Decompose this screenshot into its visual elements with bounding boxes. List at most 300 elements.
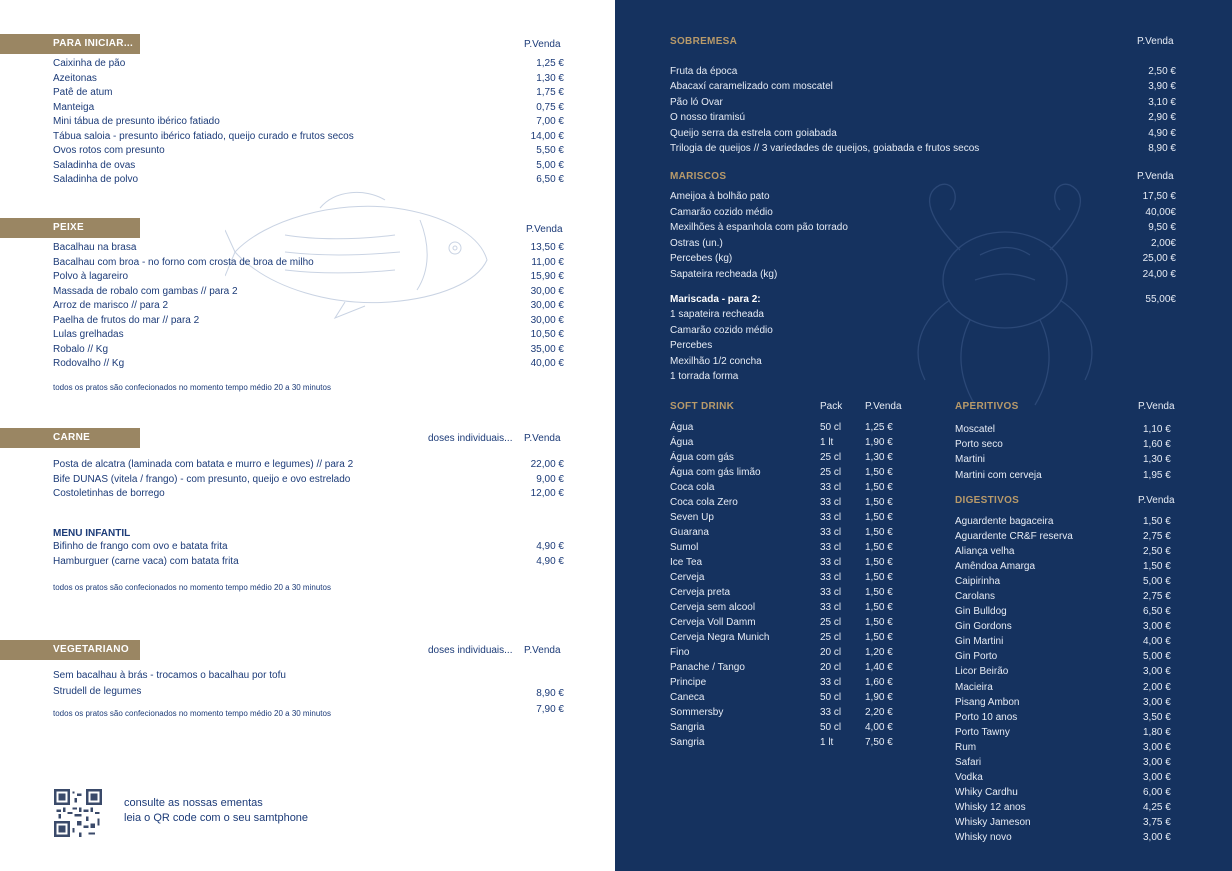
- menu-item-price: 3,00 €: [1143, 741, 1171, 753]
- menu-item-row: [53, 256, 564, 271]
- drink-name: Cerveja Negra Munich: [670, 632, 770, 644]
- drink-price: 1,40 €: [865, 662, 893, 674]
- menu-item-row: [955, 757, 1195, 772]
- drink-pack: 25 cl: [820, 452, 842, 464]
- drink-name: Sommersby: [670, 707, 724, 719]
- menu-item-row: [670, 253, 1176, 269]
- menu-item-price: 22,00 €: [530, 459, 564, 470]
- menu-item-row: [53, 241, 564, 256]
- drink-row: [670, 497, 910, 512]
- menu-item-row: [955, 606, 1195, 621]
- menu-item-row: [955, 772, 1195, 787]
- drink-name: Caneca: [670, 692, 705, 704]
- menu-item-row: [53, 144, 564, 159]
- drink-name: Cerveja Voll Damm: [670, 617, 756, 629]
- menu-item-row: [955, 454, 1195, 469]
- menu-item-name: Whisky Jameson: [955, 816, 1031, 828]
- menu-item-row: [955, 546, 1195, 561]
- menu-item-name: Abacaxí caramelizado com moscatel: [670, 81, 833, 93]
- menu-item-price: 1,30 €: [1143, 454, 1171, 466]
- menu-item-row: [955, 666, 1195, 681]
- drink-pack: 33 cl: [820, 512, 842, 524]
- menu-item-name: Caipirinha: [955, 576, 1001, 588]
- menu-item-name: Whiky Cardhu: [955, 786, 1018, 798]
- drink-row: [670, 722, 910, 737]
- menu-item-price: 24,00 €: [1142, 268, 1176, 280]
- menu-item-row: [955, 787, 1195, 802]
- mariscada-heading: Mariscada - para 2:: [670, 294, 761, 305]
- menu-item-row: [53, 72, 564, 87]
- drink-row: [670, 692, 910, 707]
- menu-item-name: Moscatel: [955, 424, 996, 435]
- menu-item-name: Patê de atum: [53, 87, 113, 98]
- menu-item-name: Aguardente bagaceira: [955, 516, 1054, 527]
- section-title-mariscos: MARISCOS: [670, 171, 727, 182]
- menu-item-price: 2,90 €: [1148, 112, 1176, 124]
- drink-row: [670, 452, 910, 467]
- col-header-doses: doses individuais...: [428, 433, 513, 444]
- prep-time-note: todos os pratos são confecionados no momento tempo médio 20 a 30 minutos: [53, 383, 331, 392]
- drink-row: [670, 632, 910, 647]
- drink-pack: 20 cl: [820, 662, 842, 674]
- drink-price: 1,50 €: [865, 497, 893, 509]
- drink-pack: 25 cl: [820, 617, 842, 629]
- menu-item-name: Queijo serra da estrela com goiabada: [670, 127, 837, 139]
- menu-item-name: Gin Bulldog: [955, 606, 1007, 618]
- menu-item-row: [53, 314, 564, 329]
- menu-item-price: 1,30 €: [536, 72, 564, 84]
- drink-pack: 25 cl: [820, 467, 842, 479]
- menu-item-row: [955, 561, 1195, 576]
- menu-item-name: Licor Beirão: [955, 666, 1009, 678]
- drink-row: [670, 602, 910, 617]
- menu-item-price: 3,50 €: [1143, 711, 1171, 723]
- qr-caption-line2: leia o QR code com o seu samtphone: [124, 812, 309, 824]
- drink-price: 1,50 €: [865, 632, 893, 644]
- menu-item-price: 5,00 €: [1143, 651, 1171, 663]
- menu-item-row: [53, 57, 564, 72]
- menu-item-name: Martini: [955, 454, 986, 466]
- menu-item-name: Saladinha de polvo: [53, 174, 139, 185]
- drink-name: Guarana: [670, 527, 709, 539]
- menu-item-row: [955, 621, 1195, 636]
- drink-name: Água com gás limão: [670, 467, 761, 479]
- drink-name: Principe: [670, 677, 707, 689]
- col-header-price: P.Venda: [1137, 171, 1174, 182]
- drink-price: 7,50 €: [865, 737, 893, 749]
- col-header-price: P.Venda: [1138, 401, 1175, 412]
- menu-item-name: Massada de robalo com gambas // para 2: [53, 285, 238, 297]
- drink-pack: 33 cl: [820, 677, 842, 689]
- menu-item-row: [53, 159, 564, 174]
- menu-item-name: Sem bacalhau à brás - trocamos o bacalhau por tofu: [53, 670, 286, 681]
- drink-pack: 50 cl: [820, 722, 842, 734]
- menu-item-row: [955, 636, 1195, 651]
- menu-item-price: 7,00 €: [536, 116, 564, 127]
- menu-item-price: 3,00 €: [1143, 666, 1171, 678]
- list-item: Camarão cozido médio: [670, 324, 773, 336]
- menu-item-row: [53, 270, 564, 285]
- drink-price: 1,90 €: [865, 437, 893, 449]
- menu-item-price: 25,00 €: [1142, 253, 1176, 264]
- menu-item-name: Vodka: [955, 771, 983, 783]
- menu-item-price: 2,00€: [1150, 237, 1176, 249]
- menu-item-row: [53, 487, 564, 502]
- menu-item-price: 15,90 €: [530, 271, 564, 282]
- col-header-price: P.Venda: [865, 401, 902, 412]
- drink-price: 1,60 €: [865, 677, 893, 689]
- menu-item-row: [955, 742, 1195, 757]
- menu-item-name: Polvo à lagareiro: [53, 271, 129, 282]
- drink-row: [670, 617, 910, 632]
- drink-name: Sumol: [670, 542, 699, 554]
- col-header-price: P.Venda: [524, 39, 561, 50]
- menu-item-row: [670, 191, 1176, 207]
- menu-item-name: Caixinha de pão: [53, 58, 126, 69]
- menu-item-price: 6,00 €: [1143, 786, 1171, 798]
- menu-item-name: Whisky novo: [955, 831, 1012, 843]
- drink-price: 1,50 €: [865, 557, 893, 569]
- menu-item-row: [670, 269, 1176, 285]
- drink-pack: 33 cl: [820, 557, 842, 569]
- menu-item-row: [670, 222, 1176, 238]
- menu-item-row: [53, 285, 564, 300]
- drink-row: [670, 587, 910, 602]
- menu-item-name: Aliança velha: [955, 546, 1015, 558]
- drink-pack: 33 cl: [820, 707, 842, 719]
- list-item: Percebes: [670, 340, 713, 351]
- list-aperitivos: [955, 424, 1195, 485]
- menu-item-price: 40,00 €: [530, 358, 564, 369]
- menu-item-price: 2,50 €: [1143, 546, 1171, 558]
- qr-caption-line1: consulte as nossas ementas: [124, 797, 263, 809]
- drink-price: 2,20 €: [865, 707, 893, 719]
- menu-item-row: [670, 143, 1176, 158]
- menu-item-row: [955, 439, 1195, 454]
- section-badge-vegetariano: VEGETARIANO: [0, 640, 140, 660]
- section-title-soft-drink: SOFT DRINK: [670, 401, 735, 412]
- menu-item-name: Ovos rotos com presunto: [53, 145, 165, 156]
- menu-item-row: [53, 458, 564, 473]
- menu-item-row: [955, 802, 1195, 817]
- drink-price: 1,50 €: [865, 542, 893, 554]
- menu-item-name: Tábua saloia - presunto ibérico fatiado, queijo curado e frutos secos: [53, 130, 354, 142]
- drink-row: [670, 572, 910, 587]
- menu-item-name: Robalo // Kg: [53, 343, 109, 355]
- menu-item-price: 2,75 €: [1143, 531, 1171, 543]
- section-badge-carne: CARNE: [0, 428, 140, 448]
- menu-item-name: Porto seco: [955, 439, 1003, 451]
- menu-item-price: 3,10 €: [1148, 96, 1176, 108]
- drink-name: Sangria: [670, 722, 705, 734]
- drink-name: Ice Tea: [670, 557, 703, 569]
- menu-item-price: 4,90 €: [536, 541, 564, 552]
- menu-item-row: [955, 591, 1195, 606]
- menu-item-row: [53, 86, 564, 101]
- menu-item-price: 2,50 €: [1148, 66, 1176, 77]
- list-item: 1 sapateira recheada: [670, 309, 764, 320]
- drink-price: 1,50 €: [865, 512, 893, 524]
- menu-item-row: [53, 328, 564, 343]
- menu-item-row: [670, 238, 1176, 254]
- list-peixe: [53, 241, 564, 372]
- drink-price: 1,50 €: [865, 617, 893, 629]
- menu-item-row: [53, 173, 564, 188]
- list-digestivos: [955, 516, 1195, 847]
- drink-row: [670, 512, 910, 527]
- menu-item-name: Azeitonas: [53, 72, 97, 84]
- drink-row: [670, 557, 910, 572]
- drink-pack: 33 cl: [820, 602, 842, 614]
- right-page: [615, 0, 1232, 871]
- prep-time-note: todos os pratos são confecionados no momento tempo médio 20 a 30 minutos: [53, 709, 331, 718]
- drink-name: Fino: [670, 647, 690, 659]
- menu-item-name: Mexilhões à espanhola com pão torrado: [670, 222, 848, 233]
- menu-item-price: 30,00 €: [530, 300, 564, 311]
- drink-price: 1,50 €: [865, 587, 893, 599]
- menu-item-row: [53, 101, 564, 116]
- menu-item-name: Bife DUNAS (vitela / frango) - com presunto, queijo e ovo estrelado: [53, 473, 351, 485]
- menu-item-row: [670, 112, 1176, 127]
- drink-price: 1,20 €: [865, 647, 893, 659]
- menu-item-price: 4,25 €: [1143, 801, 1171, 813]
- section-badge-peixe: PEIXE: [0, 218, 140, 238]
- menu-item-name: Whisky 12 anos: [955, 801, 1026, 813]
- menu-item-name: Ostras (un.): [670, 237, 723, 249]
- menu-item-row: [670, 81, 1176, 96]
- mariscada-price: 55,00€: [1145, 294, 1176, 305]
- menu-item-name: Paelha de frutos do mar // para 2: [53, 314, 200, 326]
- drink-pack: 20 cl: [820, 647, 842, 659]
- section-badge-para-iniciar: PARA INICIAR...: [0, 34, 140, 54]
- menu-item-name: Camarão cozido médio: [670, 206, 773, 218]
- drink-pack: 50 cl: [820, 692, 842, 704]
- menu-item-name: Mini tábua de presunto ibérico fatiado: [53, 116, 220, 127]
- menu-item-row: [955, 470, 1195, 485]
- drink-price: 1,30 €: [865, 452, 893, 464]
- drink-name: Seven Up: [670, 512, 714, 524]
- menu-item-price: 5,00 €: [1143, 576, 1171, 588]
- menu-item-name: Trilogia de queijos // 3 variedades de queijos, goiabada e frutos secos: [670, 142, 980, 154]
- menu-item-name: Pisang Ambon: [955, 696, 1020, 708]
- menu-item-row: [955, 817, 1195, 832]
- menu-item-price: 1,50 €: [1143, 516, 1171, 527]
- menu-item-row: [53, 540, 564, 555]
- menu-item-row: [955, 727, 1195, 742]
- drink-price: 1,50 €: [865, 467, 893, 479]
- menu-item-name: Bacalhau com broa - no forno com crosta de broa de milho: [53, 256, 314, 268]
- menu-item-row: [955, 651, 1195, 666]
- menu-item-row: [53, 130, 564, 145]
- menu-item-name: Bacalhau na brasa: [53, 242, 137, 253]
- menu-item-price: 40,00€: [1145, 206, 1176, 218]
- drink-row: [670, 467, 910, 482]
- menu-item-name: Gin Porto: [955, 651, 998, 663]
- drink-row: [670, 677, 910, 692]
- menu-item-price: 3,90 €: [1148, 81, 1176, 93]
- menu-item-name: Amêndoa Amarga: [955, 561, 1036, 573]
- left-page: [0, 0, 615, 871]
- list-carne: [53, 458, 564, 502]
- menu-item-price: 1,95 €: [1143, 469, 1171, 481]
- drink-name: Cerveja sem alcool: [670, 602, 756, 614]
- list-mariscada: [670, 309, 970, 387]
- col-header-price: P.Venda: [526, 224, 563, 235]
- menu-item-name: Safari: [955, 756, 982, 768]
- menu-item-name: Hamburguer (carne vaca) com batata frita: [53, 555, 239, 567]
- menu-item-row: [955, 576, 1195, 591]
- col-header-pack: Pack: [820, 401, 843, 412]
- drink-pack: 33 cl: [820, 587, 842, 599]
- col-header-price: P.Venda: [524, 645, 561, 656]
- menu-item-name: Fruta da época: [670, 66, 738, 77]
- menu-item-name: Rodovalho // Kg: [53, 358, 125, 369]
- list-sobremesa: [670, 66, 1176, 158]
- menu-item-price: 30,00 €: [530, 285, 564, 297]
- menu-item-price: 3,00 €: [1143, 771, 1171, 783]
- menu-item-row: [53, 555, 564, 570]
- menu-item-price: 5,50 €: [536, 145, 564, 156]
- menu-item-price: 10,50 €: [530, 329, 564, 340]
- menu-item-name: Gin Gordons: [955, 621, 1012, 633]
- list-item: 1 torrada forma: [670, 371, 739, 382]
- list-menu-infantil: [53, 540, 564, 569]
- drink-row: [670, 647, 910, 662]
- menu-item-row: [670, 66, 1176, 81]
- menu-item-row: [53, 115, 564, 130]
- menu-item-price: 30,00 €: [530, 314, 564, 326]
- drink-price: 1,50 €: [865, 602, 893, 614]
- list-para-iniciar: [53, 57, 564, 188]
- menu-item-name: Macieira: [955, 681, 993, 693]
- menu-item-row: [670, 128, 1176, 143]
- menu-item-row: [53, 343, 564, 358]
- menu-item-row: [955, 832, 1195, 847]
- menu-item-price: 1,75 €: [536, 87, 564, 98]
- drink-pack: 1 lt: [820, 437, 834, 449]
- drink-price: 1,50 €: [865, 572, 893, 584]
- menu-item-price: 17,50 €: [1142, 191, 1176, 202]
- drink-price: 1,50 €: [865, 527, 893, 539]
- menu-item-price: 1,10 €: [1143, 424, 1171, 435]
- drink-row: [670, 437, 910, 452]
- menu-item-price: 13,50 €: [530, 242, 564, 253]
- menu-item-price: 4,00 €: [1143, 636, 1171, 648]
- menu-item-name: Martini com cerveja: [955, 469, 1042, 481]
- menu-item-price: 9,50 €: [1148, 222, 1176, 233]
- col-header-price: P.Venda: [1138, 495, 1175, 506]
- drink-row: [670, 422, 910, 437]
- drink-name: Cerveja: [670, 572, 705, 584]
- prep-time-note: todos os pratos são confecionados no momento tempo médio 20 a 30 minutos: [53, 583, 331, 592]
- menu-item-row: [955, 531, 1195, 546]
- drink-name: Água: [670, 437, 694, 449]
- menu-infantil-heading: MENU INFANTIL: [53, 528, 131, 539]
- menu-item-row: [670, 97, 1176, 112]
- menu-item-price: 4,90 €: [536, 555, 564, 567]
- menu-item-row: [670, 207, 1176, 223]
- menu-item-price: 4,90 €: [1148, 127, 1176, 139]
- col-header-price: P.Venda: [524, 433, 561, 444]
- menu-item-name: Lulas grelhadas: [53, 329, 124, 340]
- menu-item-name: Gin Martini: [955, 636, 1004, 648]
- drink-name: Panache / Tango: [670, 662, 745, 674]
- menu-item-row: [955, 682, 1195, 697]
- section-title-sobremesa: SOBREMESA: [670, 36, 738, 47]
- menu-item-name: Percebes (kg): [670, 253, 733, 264]
- col-header-price: P.Venda: [1137, 36, 1174, 47]
- menu-item-price: 3,75 €: [1143, 816, 1171, 828]
- menu-item-price: 8,90 €: [536, 688, 564, 699]
- drink-pack: 33 cl: [820, 497, 842, 509]
- menu-item-price: 1,60 €: [1143, 439, 1171, 451]
- menu-item-price: 2,00 €: [1143, 681, 1171, 693]
- menu-item-name: Bifinho de frango com ovo e batata frita: [53, 541, 228, 552]
- menu-item-name: Rum: [955, 741, 977, 753]
- menu-item-price: 12,00 €: [530, 488, 564, 499]
- menu-item-price: 0,75 €: [536, 101, 564, 113]
- menu-item-price: 2,75 €: [1143, 591, 1171, 603]
- menu-item-price: 5,00 €: [536, 159, 564, 171]
- drink-name: Coca cola: [670, 482, 715, 494]
- drink-row: [670, 707, 910, 722]
- drink-price: 1,25 €: [865, 422, 893, 433]
- drink-price: 1,50 €: [865, 482, 893, 494]
- drink-name: Água: [670, 422, 694, 433]
- menu-item-price: 3,00 €: [1143, 831, 1171, 843]
- menu-item-name: Sapateira recheada (kg): [670, 268, 778, 280]
- menu-item-price: 11,00 €: [531, 256, 564, 268]
- col-header-doses: doses individuais...: [428, 645, 513, 656]
- drink-row: [670, 542, 910, 557]
- menu-item-name: Pão ló Ovar: [670, 96, 723, 108]
- drink-pack: 33 cl: [820, 542, 842, 554]
- menu-item-name: Porto Tawny: [955, 726, 1010, 738]
- drink-name: Sangria: [670, 737, 705, 749]
- menu-item-name: Posta de alcatra (laminada com batata e murro e legumes) // para 2: [53, 459, 354, 470]
- menu-item-price: 6,50 €: [536, 174, 564, 185]
- drink-pack: 33 cl: [820, 482, 842, 494]
- list-item: Mexilhão 1/2 concha: [670, 355, 762, 367]
- menu-item-row: [53, 357, 564, 372]
- menu-item-row: [955, 516, 1195, 531]
- menu-item-name: Strudell de legumes: [53, 686, 142, 697]
- drink-name: Coca cola Zero: [670, 497, 738, 509]
- menu-item-name: Porto 10 anos: [955, 711, 1018, 723]
- list-mariscos: [670, 191, 1176, 284]
- menu-item-price: 35,00 €: [530, 343, 564, 355]
- menu-item-row: [53, 299, 564, 314]
- menu-item-row: [955, 424, 1195, 439]
- qr-code-image[interactable]: [54, 789, 102, 837]
- drink-price: 4,00 €: [865, 722, 893, 734]
- section-title-aperitivos: APERITIVOS: [955, 401, 1019, 412]
- menu-item-row: [955, 697, 1195, 712]
- drink-name: Cerveja preta: [670, 587, 731, 599]
- menu-item-name: Costoletinhas de borrego: [53, 488, 165, 499]
- drink-price: 1,90 €: [865, 692, 893, 704]
- drink-pack: 33 cl: [820, 527, 842, 539]
- menu-item-name: Manteiga: [53, 101, 95, 113]
- list-soft-drink: [670, 422, 910, 752]
- drink-pack: 1 lt: [820, 737, 834, 749]
- drink-row: [670, 482, 910, 497]
- menu-item-price: 3,00 €: [1143, 621, 1171, 633]
- drink-pack: 25 cl: [820, 632, 842, 644]
- menu-item-row: [955, 712, 1195, 727]
- menu-item-price: 1,25 €: [536, 58, 564, 69]
- menu-item-price: 8,90 €: [1148, 142, 1176, 154]
